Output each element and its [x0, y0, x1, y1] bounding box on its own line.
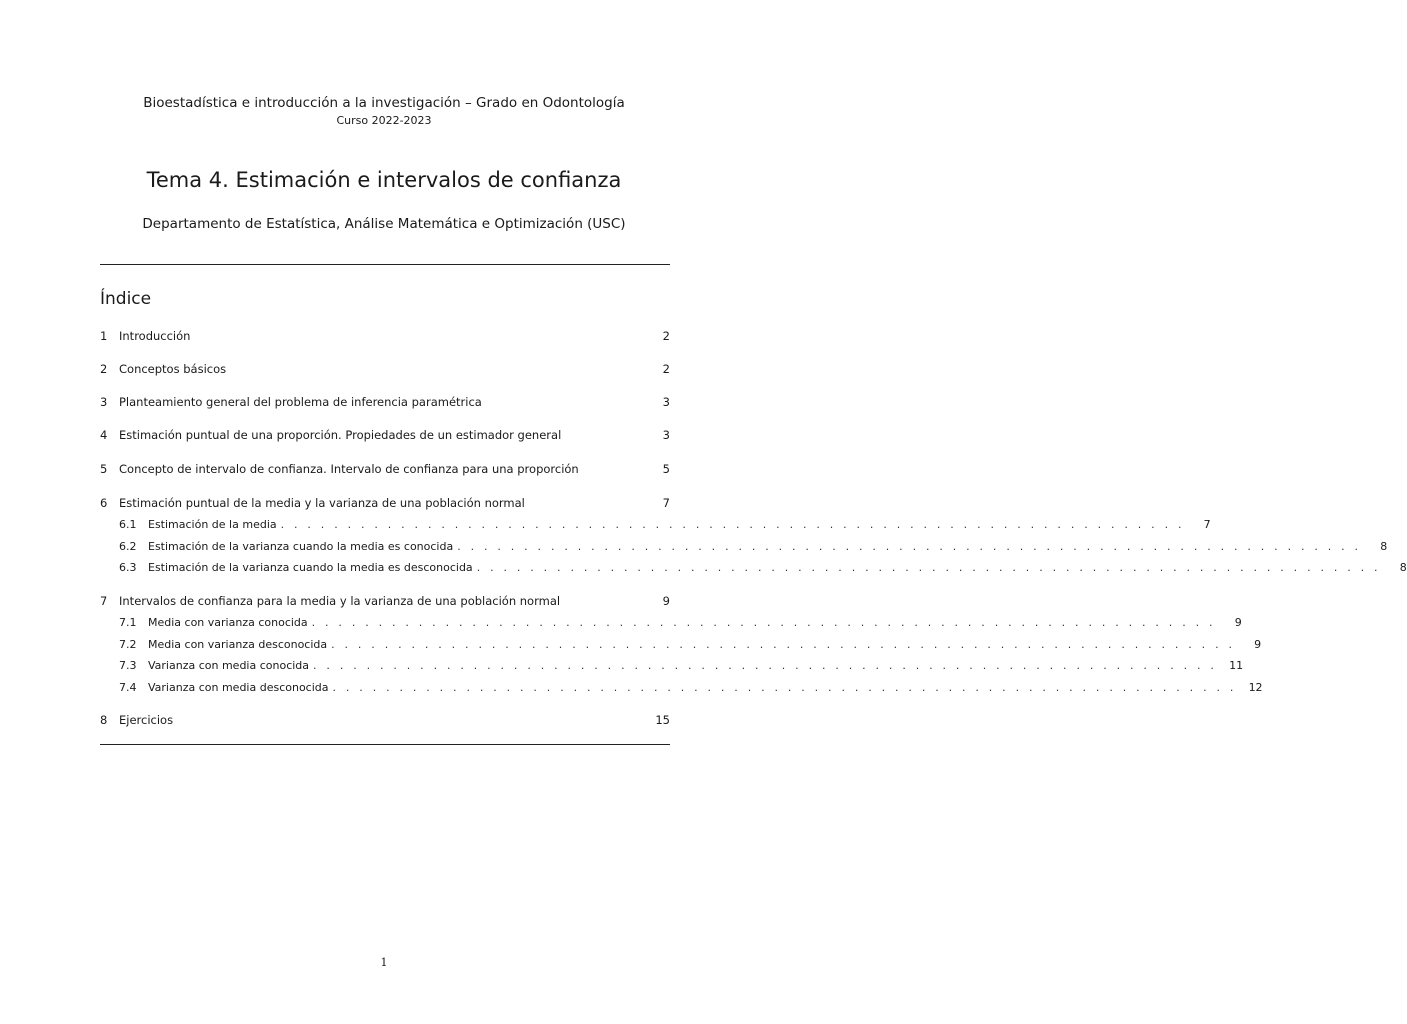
toc-entry-label: Ejercicios	[119, 713, 174, 727]
toc-entry-number: 6.3	[119, 560, 137, 574]
toc-entry-6-3[interactable]	[100, 559, 1407, 575]
course-title: Bioestadística e introducción a la investigación – Grado en Odontología	[143, 95, 625, 111]
toc-entry-number: 7.2	[119, 637, 137, 651]
toc-entry-label: Concepto de intervalo de confianza. Intervalo de confianza para una proporción	[119, 462, 579, 476]
toc-entry-6[interactable]	[100, 495, 670, 511]
toc-entry-page: 2	[662, 329, 670, 343]
toc-entry-7[interactable]	[100, 593, 670, 609]
toc-dot-leader: . . . . . . . . . . . . . . . . . . . . . . . . . . . . . . . . . . . . . . . . . . . . . . . . . . . . . . . . . . . . . . . . . . . .	[280, 517, 1185, 531]
bottom-rule	[100, 744, 670, 745]
toc-entry-label: Estimación de la media	[148, 517, 277, 531]
toc-entry-number: 7.4	[119, 680, 137, 694]
toc-entry-label: Varianza con media desconocida	[148, 680, 329, 694]
course-year: Curso 2022-2023	[336, 114, 432, 127]
department-name: Departamento de Estatística, Análise Matemática e Optimización (USC)	[142, 216, 626, 232]
toc-entry-page: 7	[662, 496, 670, 510]
toc-entry-7-4[interactable]	[100, 679, 1263, 695]
toc-entry-label: Estimación de la varianza cuando la media es conocida	[148, 539, 454, 553]
toc-entry-page: 8	[1380, 539, 1388, 553]
toc-entry-page: 9	[1254, 637, 1262, 651]
toc-entry-5[interactable]	[100, 461, 670, 477]
toc-entry-label: Estimación de la varianza cuando la media es desconocida	[148, 560, 473, 574]
toc-entry-page: 15	[655, 713, 670, 727]
toc-entry-1[interactable]	[100, 328, 670, 344]
toc-entry-6-2[interactable]	[100, 538, 1388, 554]
toc-entry-number: 7	[100, 594, 108, 608]
toc-entry-label: Varianza con media conocida	[148, 658, 310, 672]
toc-dot-leader: . . . . . . . . . . . . . . . . . . . . . . . . . . . . . . . . . . . . . . . . . . . . . . . . . . . . . . . . . . . . . . . . . . . .	[331, 637, 1236, 651]
toc-entry-number: 1	[100, 329, 108, 343]
toc-entry-label: Planteamiento general del problema de inferencia paramétrica	[119, 395, 482, 409]
toc-entry-4[interactable]	[100, 427, 670, 443]
toc-entry-number: 3	[100, 395, 108, 409]
toc-entry-7-3[interactable]	[100, 657, 1244, 673]
toc-entry-number: 4	[100, 428, 108, 442]
toc-entry-number: 6.2	[119, 539, 137, 553]
toc-entry-number: 6.1	[119, 517, 137, 531]
toc-entry-page: 5	[662, 462, 670, 476]
top-rule	[100, 264, 670, 265]
toc-entry-page: 3	[662, 395, 670, 409]
toc-entry-label: Intervalos de confianza para la media y la varianza de una población normal	[119, 594, 561, 608]
toc-entry-page: 2	[662, 362, 670, 376]
toc-dot-leader: . . . . . . . . . . . . . . . . . . . . . . . . . . . . . . . . . . . . . . . . . . . . . . . . . . . . . . . . . . . . . . . . . . . .	[311, 615, 1216, 629]
toc-heading: Índice	[100, 289, 152, 309]
toc-dot-leader: . . . . . . . . . . . . . . . . . . . . . . . . . . . . . . . . . . . . . . . . . . . . . . . . . . . . . . . . . . . . . . . . . . . .	[476, 560, 1381, 574]
toc-entry-page: 8	[1399, 560, 1407, 574]
toc-entry-number: 2	[100, 362, 108, 376]
toc-entry-label: Introducción	[119, 329, 191, 343]
toc-entry-2[interactable]	[100, 361, 670, 377]
toc-entry-3[interactable]	[100, 394, 670, 410]
toc-entry-label: Conceptos básicos	[119, 362, 227, 376]
toc-entry-label: Media con varianza desconocida	[148, 637, 328, 651]
toc-entry-page: 12	[1248, 680, 1263, 694]
toc-entry-6-1[interactable]	[100, 516, 1211, 532]
toc-dot-leader: . . . . . . . . . . . . . . . . . . . . . . . . . . . . . . . . . . . . . . . . . . . . . . . . . . . . . . . . . . . . . . . . . . . .	[332, 680, 1237, 694]
toc-entry-page: 3	[662, 428, 670, 442]
document-title: Tema 4. Estimación e intervalos de confianza	[146, 168, 622, 192]
toc-dot-leader: . . . . . . . . . . . . . . . . . . . . . . . . . . . . . . . . . . . . . . . . . . . . . . . . . . . . . . . . . . . . . . . . . . . .	[313, 658, 1218, 672]
toc-entry-number: 5	[100, 462, 108, 476]
toc-entry-page: 9	[1234, 615, 1242, 629]
toc-entry-7-1[interactable]	[100, 614, 1242, 630]
toc-entry-page: 9	[662, 594, 670, 608]
toc-entry-number: 8	[100, 713, 108, 727]
toc-dot-leader: . . . . . . . . . . . . . . . . . . . . . . . . . . . . . . . . . . . . . . . . . . . . . . . . . . . . . . . . . . . . . . . . . . . .	[457, 539, 1362, 553]
toc-entry-page: 11	[1229, 658, 1244, 672]
toc-entry-8[interactable]	[100, 712, 670, 728]
toc-entry-number: 7.3	[119, 658, 137, 672]
toc-entry-label: Estimación puntual de una proporción. Propiedades de un estimador general	[119, 428, 562, 442]
toc-entry-page: 7	[1203, 517, 1211, 531]
toc-entry-label: Media con varianza conocida	[148, 615, 308, 629]
page-number: 1	[380, 956, 388, 969]
toc-entry-number: 7.1	[119, 615, 137, 629]
toc-entry-7-2[interactable]	[100, 636, 1262, 652]
toc-entry-number: 6	[100, 496, 108, 510]
toc-entry-label: Estimación puntual de la media y la varianza de una población normal	[119, 496, 525, 510]
